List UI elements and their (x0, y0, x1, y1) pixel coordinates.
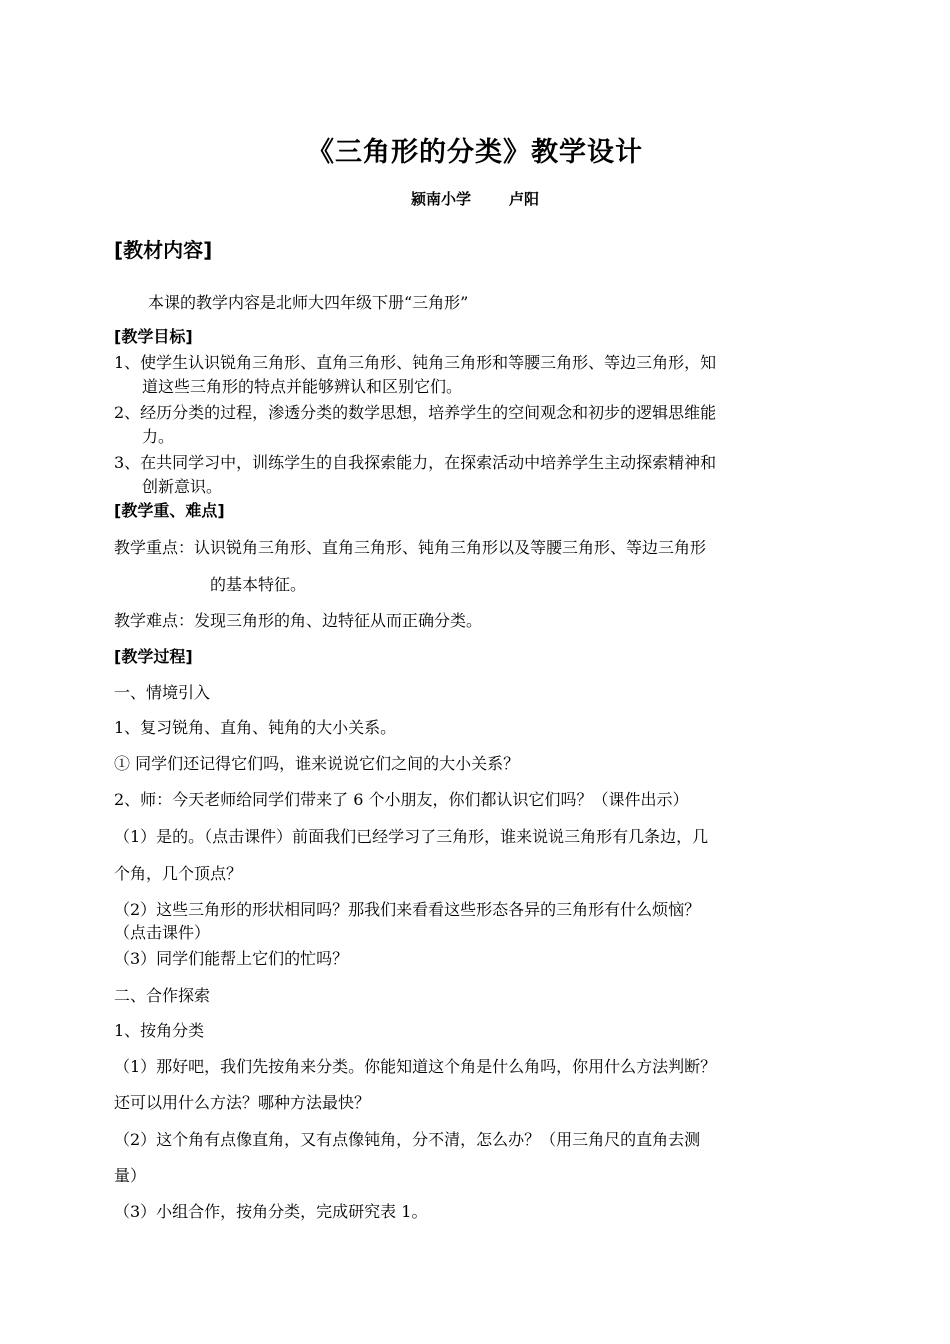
paragraph-line: 力。 (142, 427, 175, 446)
paragraph-line: 量） (114, 1166, 147, 1185)
paragraph-line: 3、在共同学习中，训练学生的自我探索能力，在探索活动中培养学生主动探索精神和 (114, 453, 717, 472)
paragraph-line: 创新意识。 (142, 477, 223, 496)
paragraph-line: 还可以用什么方法？哪种方法最快？ (114, 1093, 371, 1112)
paragraph-line: 2、经历分类的过程，渗透分类的数学思想，培养学生的空间观念和初步的逻辑思维能 (114, 403, 717, 422)
paragraph-line: 的基本特征。 (210, 575, 307, 594)
section-heading: [教材内容] (114, 238, 213, 262)
paragraph-line: （2）这些三角形的形状相同吗？那我们来看看这些形态各异的三角形有什么烦恼？ (114, 900, 701, 919)
paragraph-line: （1）那好吧，我们先按角来分类。你能知道这个角是什么角吗，你用什么方法判断？ (114, 1057, 717, 1076)
paragraph-line: （3）小组合作，按角分类，完成研究表 1。 (114, 1202, 428, 1221)
paragraph-line: 道这些三角形的特点并能够辨认和区别它们。 (142, 377, 463, 396)
paragraph-line: 本课的教学内容是北师大四年级下册“三角形” (148, 293, 469, 312)
paragraph-line: 二、合作探索 (114, 986, 211, 1005)
paragraph-line: （3）同学们能帮上它们的忙吗？ (114, 949, 349, 968)
paragraph-line: 教学难点：发现三角形的角、边特征从而正确分类。 (114, 611, 483, 630)
author-line (0, 188, 950, 209)
paragraph-line: 2、师：今天老师给同学们带来了 6 个小朋友，你们都认识它们吗？（课件出示） (114, 790, 689, 809)
school-name: 颍南小学 (410, 190, 471, 208)
author-name: 卢阳 (509, 190, 540, 208)
paragraph-line: （1）是的。（点击课件）前面我们已经学习了三角形，谁来说说三角形有几条边，几 (114, 827, 709, 846)
paragraph-line: （2）这个角有点像直角，又有点像钝角，分不清，怎么办？（用三角尺的直角去测 (114, 1130, 701, 1149)
paragraph-line: ① 同学们还记得它们吗，谁来说说它们之间的大小关系？ (114, 754, 520, 773)
document-title: 《三角形的分类》教学设计 (307, 137, 643, 168)
paragraph-line: （点击课件） (114, 923, 211, 942)
paragraph-line: 1、使学生认识锐角三角形、直角三角形、钝角三角形和等腰三角形、等边三角形，知 (114, 353, 717, 372)
paragraph-line: 教学重点：认识锐角三角形、直角三角形、钝角三角形以及等腰三角形、等边三角形 (114, 538, 707, 557)
section-heading: [教学目标] (114, 327, 193, 346)
section-heading: [教学过程] (114, 647, 193, 666)
paragraph-line: 1、按角分类 (114, 1021, 205, 1040)
section-heading: [教学重、难点] (114, 501, 225, 520)
paragraph-line: 一、情境引入 (114, 683, 211, 702)
paragraph-line: 1、复习锐角、直角、钝角的大小关系。 (114, 718, 397, 737)
paragraph-line: 个角，几个顶点？ (114, 864, 243, 883)
